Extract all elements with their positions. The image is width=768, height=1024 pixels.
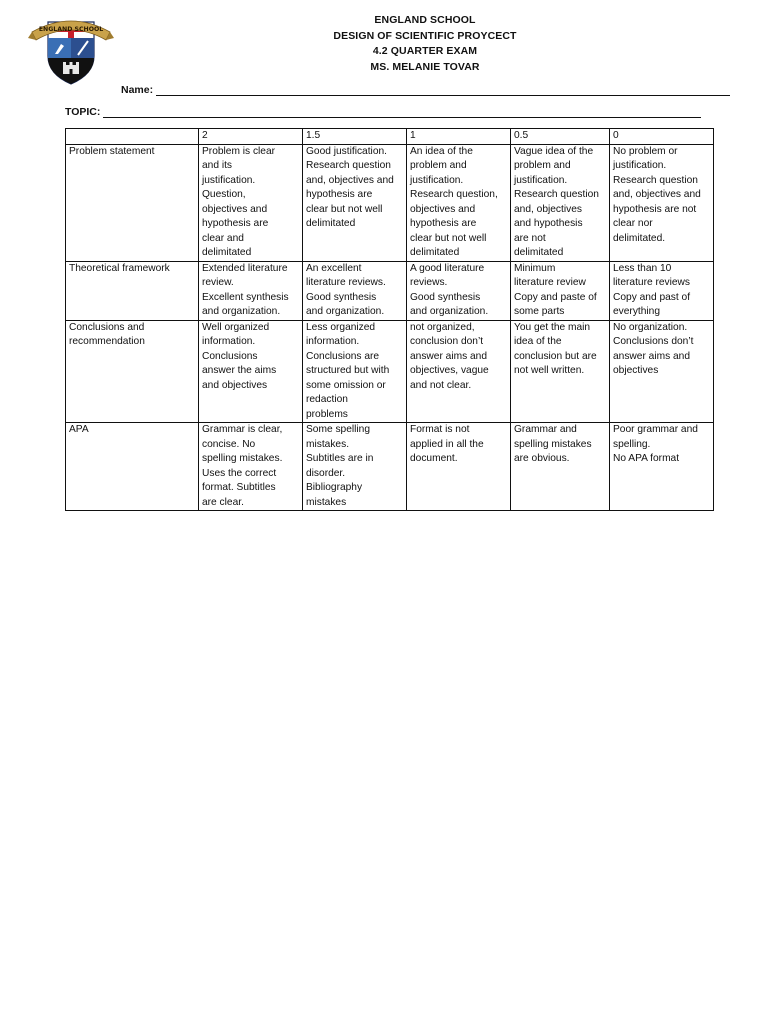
cell-text-line: objectives [613, 365, 659, 376]
cell-text-line: mistakes [306, 496, 347, 508]
cell-text-line: justification. [613, 160, 667, 171]
cell-text-line: No organization. [613, 321, 688, 333]
cell-text-line: concise. No [202, 438, 256, 450]
name-label: Name: [121, 84, 154, 96]
cell-text-line: and its [202, 160, 233, 171]
rubric-row [66, 261, 714, 320]
cell-text-line: Uses the correct [202, 467, 277, 479]
criterion-line: Problem statement [69, 145, 155, 157]
cell-text-line: conclusion don’t [410, 336, 484, 347]
cell-text-line: Conclusions [202, 350, 258, 362]
school-crest-logo [28, 10, 114, 86]
cell-text-line: Some spelling [306, 424, 370, 435]
rubric-score-cell [199, 261, 303, 320]
cell-text-line: information. [202, 336, 256, 347]
rubric-score-cell [199, 144, 303, 261]
school-name: ENGLAND SCHOOL [374, 14, 476, 26]
cell-text-line: Well organized [202, 321, 270, 333]
cell-text-line: Grammar and [514, 424, 577, 435]
cell-text-line: disorder. [306, 467, 346, 479]
cell-text-line: clear nor [613, 218, 653, 229]
cell-text-line: Question, [202, 189, 246, 200]
cell-text-line: A good literature [410, 262, 485, 274]
course-title: DESIGN OF SCIENTIFIC PROYCECT [333, 29, 517, 42]
cell-text-line: are clear. [202, 496, 244, 508]
cell-text-line: Problem is clear [202, 145, 276, 157]
cell-text-line: and organization. [202, 306, 281, 317]
cell-text-line: structured but with [306, 365, 390, 376]
cell-text-line: Good justification. [306, 145, 387, 157]
rubric-score-cell [511, 423, 610, 511]
cell-text-line: delimitated [514, 247, 564, 258]
rubric-score-cell [407, 261, 511, 320]
rubric-criterion-cell [66, 320, 199, 423]
cell-text-line: objectives and [202, 203, 268, 215]
cell-text-line: and organization. [306, 306, 385, 317]
rubric-row [66, 320, 714, 423]
cell-text-line: answer the aims [202, 365, 277, 376]
cell-text-line: Minimum [514, 262, 556, 274]
cell-text-line: delimitated [410, 247, 460, 258]
cell-text-line: clear but not well [410, 232, 487, 244]
cell-text-line: literature reviews [613, 277, 690, 288]
rubric-header-row [66, 129, 714, 145]
cell-text-line: and, objectives and [306, 174, 394, 186]
cell-text-line: hypothesis are not [613, 203, 697, 215]
cell-text-line: redaction [306, 394, 348, 405]
cell-text-line: and hypothesis [514, 218, 583, 229]
cell-text-line: literature reviews. [306, 277, 386, 288]
cell-text-line: and, objectives and [613, 189, 701, 200]
cell-text-line: Copy and past of [613, 291, 691, 303]
cell-text-line: and not clear. [410, 379, 472, 391]
cell-text-line: are not [514, 232, 546, 244]
cell-text-line: format. Subtitles [202, 482, 276, 493]
cell-text-line: idea of the [514, 336, 562, 347]
cell-text-line: problems [306, 408, 348, 420]
rubric-score-cell [407, 423, 511, 511]
cell-text-line: Less organized [306, 321, 376, 333]
cell-text-line: Copy and paste of [514, 291, 597, 303]
rubric-criterion-cell [66, 144, 199, 261]
cell-text-line: No APA format [613, 453, 680, 464]
document-header [300, 13, 550, 75]
cell-text-line: spelling mistakes [514, 438, 592, 450]
rubric-score-cell [610, 320, 714, 423]
cell-text-line: hypothesis are [410, 218, 477, 229]
topic-label: TOPIC: [65, 106, 101, 118]
criterion-line: APA [69, 424, 89, 435]
cell-text-line: objectives, vague [410, 365, 489, 376]
cell-text-line: Research question [514, 189, 599, 200]
cell-text-line: Format is not [410, 424, 470, 435]
rubric-score-cell [199, 320, 303, 423]
cell-text-line: some parts [514, 306, 565, 317]
cell-text-line: review. [202, 277, 234, 288]
cell-text-line: clear and [202, 232, 244, 244]
cell-text-line: and organization. [410, 306, 489, 317]
cell-text-line: answer aims and [613, 350, 691, 362]
criterion-line: Conclusions and [69, 321, 145, 333]
rubric-criterion-cell [66, 261, 199, 320]
rubric-table [65, 128, 714, 511]
cell-text-line: not organized, [410, 321, 475, 333]
rubric-score-cell [407, 144, 511, 261]
cell-text-line: hypothesis are [306, 189, 373, 200]
rubric-score-cell [610, 423, 714, 511]
cell-text-line: No problem or [613, 145, 678, 157]
cell-text-line: justification. [410, 174, 464, 186]
cell-text-line: objectives and [410, 203, 476, 215]
cell-text-line: Good synthesis [410, 291, 481, 303]
rubric-score-cell [511, 261, 610, 320]
cell-text-line: Grammar is clear, [202, 424, 283, 435]
rubric-row [66, 144, 714, 261]
cell-text-line: An excellent [306, 262, 362, 274]
cell-text-line: applied in all the [410, 438, 484, 450]
topic-underline[interactable] [103, 107, 701, 118]
cell-text-line: Good synthesis [306, 291, 377, 303]
rubric-header-cell: 1 [407, 129, 511, 145]
cell-text-line: Vague idea of the [514, 145, 594, 157]
exam-title: 4.2 QUARTER EXAM [372, 45, 478, 57]
cell-text-line: Less than 10 [613, 262, 672, 274]
rubric-header-cell: 0.5 [511, 129, 610, 145]
cell-text-line: and, objectives [514, 203, 582, 215]
cell-text-line: problem and [514, 160, 571, 171]
rubric-score-cell [511, 144, 610, 261]
cell-text-line: An idea of the [410, 145, 473, 157]
cell-text-line: information. [306, 336, 360, 347]
name-underline[interactable] [156, 85, 730, 96]
rubric-criterion-cell [66, 423, 199, 511]
cell-text-line: conclusion but are [514, 350, 597, 362]
cell-text-line: clear but not well [306, 203, 383, 215]
cell-text-line: Excellent synthesis [202, 291, 289, 303]
criterion-line: recommendation [69, 336, 145, 347]
cell-text-line: spelling mistakes. [202, 453, 283, 464]
rubric-header-cell: 1.5 [303, 129, 407, 145]
rubric-score-cell [303, 320, 407, 423]
cell-text-line: Poor grammar and [613, 424, 698, 435]
cell-text-line: Bibliography [306, 482, 363, 493]
rubric-score-cell [407, 320, 511, 423]
rubric-score-cell [610, 144, 714, 261]
cell-text-line: spelling. [613, 438, 651, 450]
cell-text-line: Extended literature [202, 262, 288, 274]
cell-text-line: hypothesis are [202, 218, 269, 229]
cell-text-line: reviews. [410, 277, 448, 288]
cell-text-line: delimitated [306, 218, 356, 229]
cell-text-line: and objectives [202, 379, 268, 391]
rubric-score-cell [511, 320, 610, 423]
cell-text-line: Research question, [410, 189, 498, 200]
cell-text-line: everything [613, 306, 661, 317]
logo-banner-text: ENGLAND SCHOOL [38, 26, 104, 33]
rubric-header-cell: 0 [610, 129, 714, 145]
criterion-line: Theoretical framework [69, 262, 170, 274]
cell-text-line: justification. [514, 174, 568, 186]
cell-text-line: delimitated [202, 247, 252, 258]
cell-text-line: Subtitles are in [306, 453, 374, 464]
cell-text-line: literature review [514, 277, 586, 288]
cell-text-line: You get the main [514, 321, 591, 333]
cell-text-line: mistakes. [306, 438, 350, 450]
cell-text-line: Research question [306, 160, 391, 171]
cell-text-line: justification. [202, 174, 256, 186]
cell-text-line: document. [410, 453, 458, 464]
rubric-score-cell [199, 423, 303, 511]
cell-text-line: Conclusions are [306, 350, 380, 362]
cell-text-line: Conclusions don’t [613, 336, 694, 347]
teacher-name: MS. MELANIE TOVAR [370, 60, 480, 73]
name-field[interactable] [121, 84, 730, 96]
topic-field[interactable] [65, 106, 701, 118]
cell-text-line: delimitated. [613, 232, 666, 244]
cell-text-line: not well written. [514, 365, 585, 376]
cell-text-line: answer aims and [410, 350, 488, 362]
cell-text-line: are obvious. [514, 453, 570, 464]
rubric-score-cell [303, 261, 407, 320]
cell-text-line: Research question [613, 174, 698, 186]
rubric-score-cell [303, 144, 407, 261]
rubric-header-cell: 2 [199, 129, 303, 145]
rubric-score-cell [303, 423, 407, 511]
rubric-header-cell [66, 129, 199, 145]
rubric-row [66, 423, 714, 511]
rubric-score-cell [610, 261, 714, 320]
cell-text-line: problem and [410, 160, 467, 171]
cell-text-line: some omission or [306, 379, 386, 391]
